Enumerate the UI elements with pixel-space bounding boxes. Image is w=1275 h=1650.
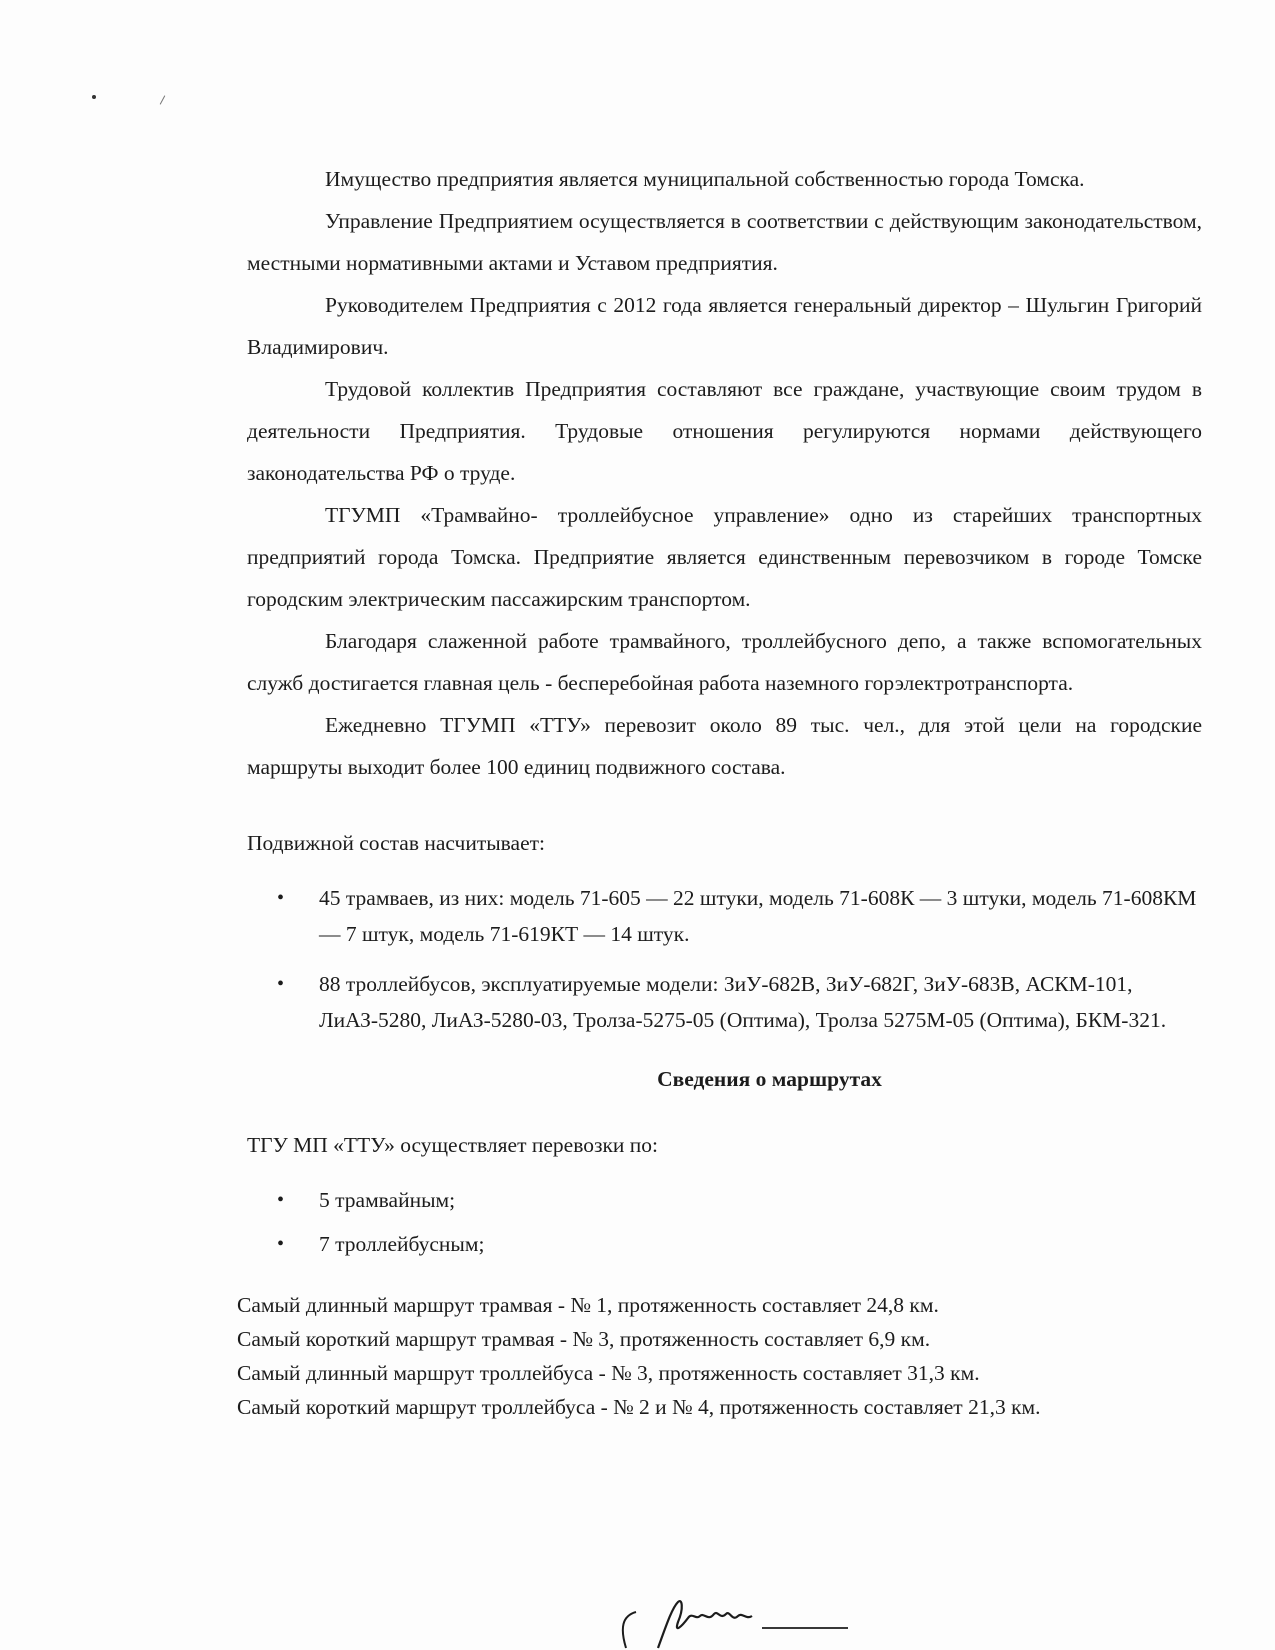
routes-intro: ТГУ МП «ТТУ» осуществляет перевозки по: — [247, 1133, 658, 1157]
fact-longest-trolleybus: Самый длинный маршрут троллейбуса - № 3, протяженность составляет 31,3 км. — [237, 1361, 980, 1385]
fact-longest-tram: Самый длинный маршрут трамвая - № 1, протяженность составляет 24,8 км. — [237, 1293, 939, 1317]
list-item-text: 45 трамваев, из них: модель 71-605 — 22 штуки, модель 71-608К — 3 штуки, модель 71-608КМ — 7 штук, модель 71-619КТ — 14 штук. — [319, 886, 1197, 946]
routes-list — [247, 1182, 1202, 1262]
section-title: Сведения о маршрутах — [657, 1067, 882, 1091]
signature-icon — [612, 1598, 852, 1650]
paragraph-property: Имущество предприятия является муниципальной собственностью города Томска. — [325, 167, 1085, 191]
paragraph-daily-passengers: Ежедневно ТГУМП «ТТУ» перевозит около 89 тыс. чел., для этой цели на городские маршруты выходит более 100 единиц подвижного состава. — [247, 713, 1202, 779]
bullet-icon: • — [277, 887, 285, 909]
paragraph-director: Руководителем Предприятия с 2012 года является генеральный директор – Шульгин Григорий Владимирович. — [247, 293, 1202, 359]
route-facts — [237, 1288, 1202, 1424]
paragraph-workforce: Трудовой коллектив Предприятия составляют все граждане, участвующие своим трудом в деятельности Предприятия. Трудовые отношения регулируются нормами действующего законодательства РФ о труде. — [247, 377, 1202, 485]
list-item-trolleybus-routes — [247, 1226, 1202, 1262]
paragraph-history: ТГУМП «Трамвайно- троллейбусное управление» одно из старейших транспортных предприятий города Томска. Предприятие является единственным перевозчиком в городе Томске городским электрическим пассажирским транспортом. — [247, 503, 1202, 611]
document-body — [237, 158, 1202, 1424]
fleet-intro: Подвижной состав насчитывает: — [247, 831, 545, 855]
list-item-trams — [247, 880, 1202, 952]
scan-speck — [92, 95, 96, 99]
bullet-icon: • — [277, 1189, 285, 1211]
list-item-trolleybuses — [247, 966, 1202, 1038]
fact-shortest-trolleybus: Самый короткий маршрут троллейбуса - № 2 и № 4, протяженность составляет 21,3 км. — [237, 1395, 1041, 1419]
list-item-text: 5 трамвайным; — [319, 1188, 456, 1212]
paragraph-depots: Благодаря слаженной работе трамвайного, троллейбусного депо, а также вспомогательных служб достигается главная цель - бесперебойная работа наземного горэлектротранспорта. — [247, 629, 1202, 695]
fact-shortest-tram: Самый короткий маршрут трамвая - № 3, протяженность составляет 6,9 км. — [237, 1327, 931, 1351]
list-item-text: 88 троллейбусов, эксплуатируемые модели: ЗиУ-682В, ЗиУ-682Г, ЗиУ-683В, АСКМ-101, ЛиАЗ-5280, ЛиАЗ-5280-03, Тролза-5275-05 (Оптима), Тролза 5275М-05 (Оптима), БКМ-321. — [319, 972, 1167, 1032]
scan-mark — [160, 95, 166, 104]
bullet-icon: • — [277, 973, 285, 995]
paragraph-management: Управление Предприятием осуществляется в соответствии с действующим законодательством, местными нормативными актами и Уставом предприятия. — [247, 209, 1202, 275]
list-item-text: 7 троллейбусным; — [319, 1232, 485, 1256]
list-item-tram-routes — [247, 1182, 1202, 1218]
fleet-list — [247, 880, 1202, 1038]
bullet-icon: • — [277, 1233, 285, 1255]
